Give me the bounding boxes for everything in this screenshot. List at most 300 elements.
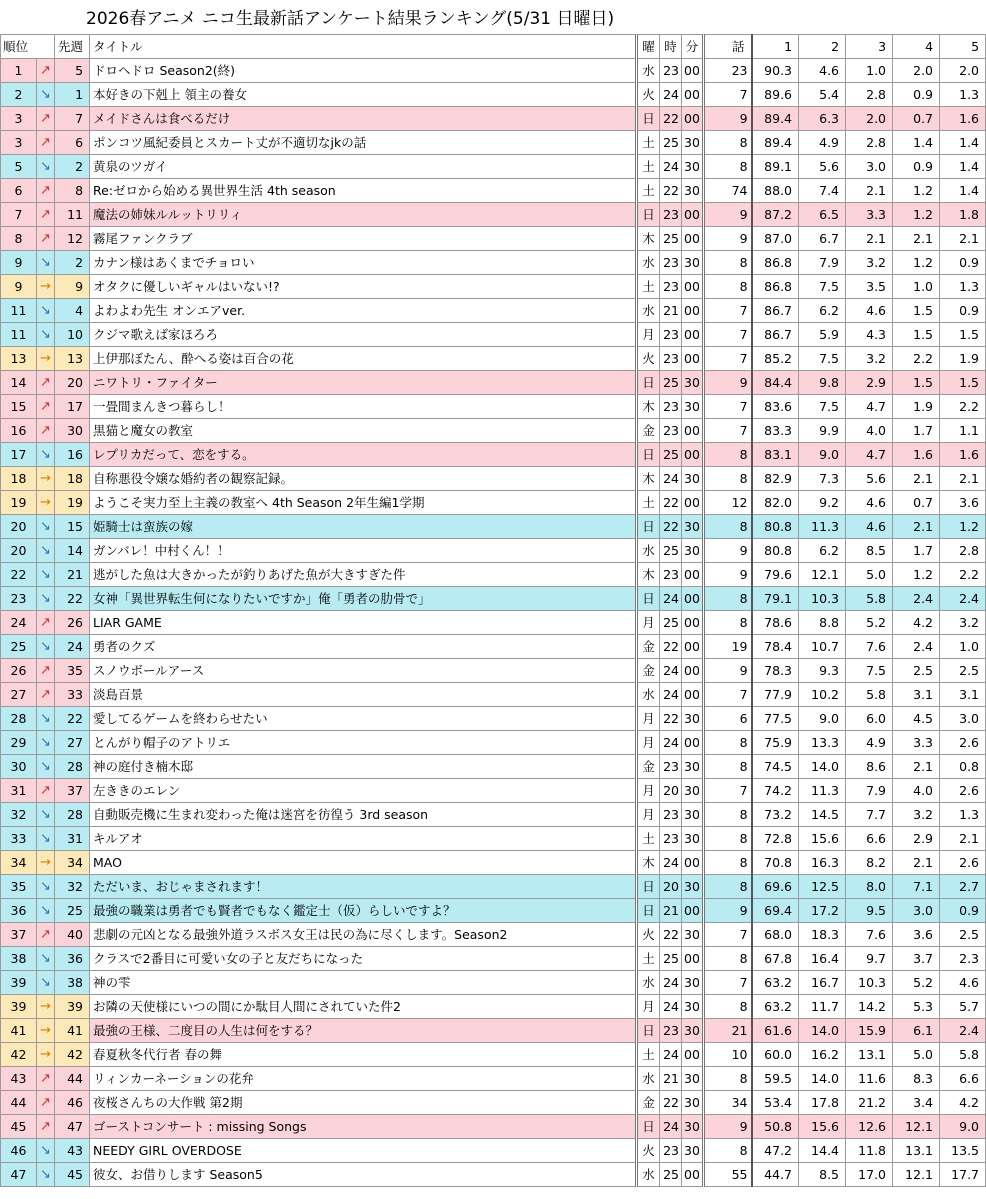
hour-cell: 21 [660,899,682,923]
weekday-cell: 金 [637,419,660,443]
score-5-cell: 1.6 [940,107,986,131]
score-2-cell: 10.3 [799,587,846,611]
table-row [1,347,986,371]
weekday-cell: 日 [637,1019,660,1043]
score-2-cell: 5.9 [799,323,846,347]
minute-cell: 00 [682,851,704,875]
minute-cell: 30 [682,131,704,155]
hour-cell: 24 [660,587,682,611]
score-5-cell: 1.5 [940,371,986,395]
rank-cell: 13 [1,347,37,371]
score-1-cell: 74.2 [752,779,799,803]
score-5-cell: 1.3 [940,803,986,827]
table-row [1,1019,986,1043]
score-1-cell: 87.0 [752,227,799,251]
score-5-cell: 1.5 [940,323,986,347]
minute-cell: 30 [682,971,704,995]
weekday-cell: 月 [637,707,660,731]
minute-cell: 00 [682,299,704,323]
title-cell: レプリカだって、恋をする。 [90,443,637,467]
prev-rank-cell: 44 [55,1067,90,1091]
table-row [1,563,986,587]
score-4-cell: 0.9 [893,155,940,179]
rank-cell: 28 [1,707,37,731]
title-cell: 姫騎士は蛮族の嫁 [90,515,637,539]
table-row [1,731,986,755]
title-cell: 勇者のクズ [90,635,637,659]
minute-cell: 00 [682,443,704,467]
score-5-cell: 1.3 [940,275,986,299]
rank-cell: 26 [1,659,37,683]
rank-cell: 36 [1,899,37,923]
score-3-cell: 11.8 [846,1139,893,1163]
hour-cell: 25 [660,539,682,563]
prev-rank-cell: 10 [55,323,90,347]
rank-cell: 19 [1,491,37,515]
score-2-cell: 14.0 [799,1019,846,1043]
trend-arrow-icon: ↘ [37,299,55,323]
rank-cell: 1 [1,59,37,83]
score-2-cell: 12.5 [799,875,846,899]
score-4-cell: 2.9 [893,827,940,851]
score-4-cell: 13.1 [893,1139,940,1163]
title-cell: 悲劇の元凶となる最強外道ラスボス女王は民の為に尽くします。Season2 [90,923,637,947]
rank-cell: 17 [1,443,37,467]
title-cell: 黄泉のツガイ [90,155,637,179]
score-1-cell: 79.6 [752,563,799,587]
hour-cell: 23 [660,1019,682,1043]
trend-arrow-icon: ↘ [37,635,55,659]
score-1-cell: 44.7 [752,1163,799,1187]
score-5-cell: 2.1 [940,827,986,851]
score-1-cell: 47.2 [752,1139,799,1163]
score-5-cell: 0.8 [940,755,986,779]
rank-cell: 30 [1,755,37,779]
episode-cell: 8 [704,755,752,779]
score-2-cell: 6.2 [799,539,846,563]
header-score-5: 5 [940,35,986,59]
score-2-cell: 14.0 [799,755,846,779]
table-row [1,1163,986,1187]
title-cell: 最強の職業は勇者でも賢者でもなく鑑定士（仮）らしいですよ？ [90,899,637,923]
weekday-cell: 日 [637,899,660,923]
score-4-cell: 2.4 [893,635,940,659]
score-1-cell: 82.9 [752,467,799,491]
rank-cell: 39 [1,971,37,995]
score-2-cell: 13.3 [799,731,846,755]
title-cell: オタクに優しいギャルはいない!? [90,275,637,299]
minute-cell: 30 [682,1067,704,1091]
episode-cell: 7 [704,395,752,419]
episode-cell: 7 [704,323,752,347]
title-cell: メイドさんは食べるだけ [90,107,637,131]
score-1-cell: 78.3 [752,659,799,683]
prev-rank-cell: 35 [55,659,90,683]
episode-cell: 10 [704,1043,752,1067]
score-3-cell: 4.3 [846,323,893,347]
title-cell: LIAR GAME [90,611,637,635]
trend-arrow-icon: ↗ [37,683,55,707]
prev-rank-cell: 7 [55,107,90,131]
table-row [1,755,986,779]
score-3-cell: 4.0 [846,419,893,443]
score-1-cell: 83.1 [752,443,799,467]
episode-cell: 9 [704,203,752,227]
weekday-cell: 木 [637,851,660,875]
minute-cell: 30 [682,875,704,899]
title-cell: お隣の天使様にいつの間にか駄目人間にされていた件2 [90,995,637,1019]
table-row [1,515,986,539]
score-2-cell: 8.8 [799,611,846,635]
table-row [1,827,986,851]
rank-cell: 25 [1,635,37,659]
title-cell: 上伊那ぼたん、酔へる姿は百合の花 [90,347,637,371]
minute-cell: 30 [682,803,704,827]
score-4-cell: 0.9 [893,83,940,107]
score-3-cell: 5.6 [846,467,893,491]
score-4-cell: 4.5 [893,707,940,731]
episode-cell: 8 [704,587,752,611]
prev-rank-cell: 27 [55,731,90,755]
title-cell: クジマ歌えば家ほろろ [90,323,637,347]
header-title: タイトル [90,35,637,59]
score-4-cell: 2.1 [893,851,940,875]
weekday-cell: 金 [637,659,660,683]
weekday-cell: 火 [637,1139,660,1163]
rank-cell: 7 [1,203,37,227]
score-3-cell: 2.0 [846,107,893,131]
minute-cell: 00 [682,323,704,347]
prev-rank-cell: 6 [55,131,90,155]
episode-cell: 8 [704,611,752,635]
score-3-cell: 3.2 [846,347,893,371]
score-3-cell: 2.1 [846,227,893,251]
score-3-cell: 6.0 [846,707,893,731]
title-cell: 自称悪役令嬢な婚約者の観察記録。 [90,467,637,491]
weekday-cell: 月 [637,995,660,1019]
score-5-cell: 2.5 [940,923,986,947]
score-1-cell: 85.2 [752,347,799,371]
score-5-cell: 5.8 [940,1043,986,1067]
score-2-cell: 4.9 [799,131,846,155]
rank-cell: 6 [1,179,37,203]
score-1-cell: 83.6 [752,395,799,419]
weekday-cell: 木 [637,467,660,491]
title-cell: 左ききのエレン [90,779,637,803]
prev-rank-cell: 8 [55,179,90,203]
hour-cell: 24 [660,155,682,179]
prev-rank-cell: 37 [55,779,90,803]
prev-rank-cell: 28 [55,755,90,779]
minute-cell: 00 [682,1163,704,1187]
rank-cell: 32 [1,803,37,827]
header-hour: 時 [660,35,682,59]
score-4-cell: 2.0 [893,59,940,83]
rank-cell: 14 [1,371,37,395]
episode-cell: 7 [704,779,752,803]
weekday-cell: 火 [637,83,660,107]
trend-arrow-icon: ↘ [37,731,55,755]
trend-arrow-icon: → [37,1043,55,1067]
weekday-cell: 水 [637,1067,660,1091]
score-3-cell: 7.6 [846,635,893,659]
episode-cell: 6 [704,707,752,731]
title-cell: MAO [90,851,637,875]
score-2-cell: 4.6 [799,59,846,83]
score-2-cell: 9.0 [799,443,846,467]
minute-cell: 00 [682,1043,704,1067]
score-3-cell: 6.6 [846,827,893,851]
score-3-cell: 13.1 [846,1043,893,1067]
rank-cell: 41 [1,1019,37,1043]
hour-cell: 25 [660,227,682,251]
weekday-cell: 水 [637,59,660,83]
episode-cell: 8 [704,827,752,851]
score-3-cell: 4.6 [846,515,893,539]
episode-cell: 34 [704,1091,752,1115]
trend-arrow-icon: ↗ [37,131,55,155]
title-cell: 愛してるゲームを終わらせたい [90,707,637,731]
score-2-cell: 17.2 [799,899,846,923]
hour-cell: 23 [660,251,682,275]
score-5-cell: 2.0 [940,59,986,83]
episode-cell: 8 [704,875,752,899]
episode-cell: 9 [704,107,752,131]
score-3-cell: 2.8 [846,83,893,107]
weekday-cell: 水 [637,971,660,995]
trend-arrow-icon: ↘ [37,827,55,851]
score-1-cell: 74.5 [752,755,799,779]
title-cell: 霧尾ファンクラブ [90,227,637,251]
score-4-cell: 0.7 [893,491,940,515]
weekday-cell: 日 [637,443,660,467]
score-1-cell: 82.0 [752,491,799,515]
hour-cell: 22 [660,179,682,203]
episode-cell: 7 [704,923,752,947]
score-1-cell: 60.0 [752,1043,799,1067]
title-cell: よわよわ先生 オンエアver. [90,299,637,323]
score-5-cell: 2.3 [940,947,986,971]
score-1-cell: 86.7 [752,299,799,323]
title-cell: 夜桜さんちの大作戦 第2期 [90,1091,637,1115]
score-5-cell: 6.6 [940,1067,986,1091]
prev-rank-cell: 30 [55,419,90,443]
minute-cell: 30 [682,539,704,563]
trend-arrow-icon: ↘ [37,563,55,587]
score-2-cell: 5.4 [799,83,846,107]
minute-cell: 30 [682,995,704,1019]
score-5-cell: 2.1 [940,227,986,251]
score-4-cell: 3.2 [893,803,940,827]
score-5-cell: 2.5 [940,659,986,683]
prev-rank-cell: 32 [55,875,90,899]
weekday-cell: 土 [637,131,660,155]
score-2-cell: 7.5 [799,275,846,299]
trend-arrow-icon: → [37,275,55,299]
title-cell: 淡島百景 [90,683,637,707]
score-1-cell: 84.4 [752,371,799,395]
score-4-cell: 1.2 [893,179,940,203]
prev-rank-cell: 46 [55,1091,90,1115]
score-4-cell: 1.2 [893,251,940,275]
score-4-cell: 1.9 [893,395,940,419]
minute-cell: 30 [682,827,704,851]
trend-arrow-icon: ↘ [37,803,55,827]
hour-cell: 23 [660,203,682,227]
weekday-cell: 日 [637,515,660,539]
episode-cell: 74 [704,179,752,203]
table-row [1,659,986,683]
score-5-cell: 2.7 [940,875,986,899]
score-5-cell: 4.6 [940,971,986,995]
prev-rank-cell: 12 [55,227,90,251]
score-2-cell: 11.3 [799,515,846,539]
weekday-cell: 日 [637,1115,660,1139]
score-3-cell: 5.8 [846,683,893,707]
episode-cell: 8 [704,851,752,875]
trend-arrow-icon: ↗ [37,227,55,251]
score-2-cell: 12.1 [799,563,846,587]
rank-cell: 16 [1,419,37,443]
score-3-cell: 8.6 [846,755,893,779]
trend-arrow-icon: ↗ [37,203,55,227]
score-4-cell: 2.1 [893,467,940,491]
rank-cell: 47 [1,1163,37,1187]
rank-cell: 35 [1,875,37,899]
trend-arrow-icon: ↗ [37,659,55,683]
score-2-cell: 9.3 [799,659,846,683]
minute-cell: 00 [682,899,704,923]
table-row [1,131,986,155]
score-1-cell: 78.4 [752,635,799,659]
minute-cell: 00 [682,731,704,755]
title-cell: 魔法の姉妹ルルットリリィ [90,203,637,227]
weekday-cell: 月 [637,323,660,347]
trend-arrow-icon: ↘ [37,251,55,275]
weekday-cell: 土 [637,1043,660,1067]
minute-cell: 00 [682,59,704,83]
title-cell: ニワトリ・ファイター [90,371,637,395]
score-3-cell: 7.6 [846,923,893,947]
score-3-cell: 4.7 [846,443,893,467]
score-5-cell: 3.2 [940,611,986,635]
prev-rank-cell: 47 [55,1115,90,1139]
trend-arrow-icon: → [37,347,55,371]
score-4-cell: 3.0 [893,899,940,923]
score-2-cell: 10.2 [799,683,846,707]
trend-arrow-icon: ↗ [37,395,55,419]
score-2-cell: 7.3 [799,467,846,491]
score-1-cell: 89.6 [752,83,799,107]
prev-rank-cell: 2 [55,155,90,179]
score-1-cell: 68.0 [752,923,799,947]
table-row [1,299,986,323]
hour-cell: 23 [660,419,682,443]
episode-cell: 7 [704,683,752,707]
prev-rank-cell: 1 [55,83,90,107]
score-1-cell: 72.8 [752,827,799,851]
table-row [1,419,986,443]
weekday-cell: 日 [637,875,660,899]
score-1-cell: 80.8 [752,539,799,563]
header-score-1: 1 [752,35,799,59]
title-cell: 本好きの下剋上 領主の養女 [90,83,637,107]
prev-rank-cell: 25 [55,899,90,923]
rank-cell: 39 [1,995,37,1019]
table-row [1,947,986,971]
score-1-cell: 86.8 [752,275,799,299]
score-2-cell: 6.5 [799,203,846,227]
rank-cell: 37 [1,923,37,947]
prev-rank-cell: 4 [55,299,90,323]
rank-cell: 45 [1,1115,37,1139]
score-3-cell: 9.5 [846,899,893,923]
prev-rank-cell: 45 [55,1163,90,1187]
episode-cell: 8 [704,1139,752,1163]
score-3-cell: 5.8 [846,587,893,611]
episode-cell: 7 [704,83,752,107]
hour-cell: 22 [660,515,682,539]
score-2-cell: 9.2 [799,491,846,515]
score-3-cell: 17.0 [846,1163,893,1187]
minute-cell: 30 [682,1115,704,1139]
score-2-cell: 16.2 [799,1043,846,1067]
score-1-cell: 78.6 [752,611,799,635]
score-5-cell: 2.6 [940,779,986,803]
score-4-cell: 5.2 [893,971,940,995]
title-cell: クラスで2番目に可愛い女の子と友だちになった [90,947,637,971]
prev-rank-cell: 33 [55,683,90,707]
score-3-cell: 5.0 [846,563,893,587]
prev-rank-cell: 39 [55,995,90,1019]
trend-arrow-icon: ↗ [37,59,55,83]
rank-cell: 15 [1,395,37,419]
minute-cell: 30 [682,707,704,731]
score-4-cell: 12.1 [893,1115,940,1139]
trend-arrow-icon: ↘ [37,755,55,779]
score-2-cell: 16.7 [799,971,846,995]
score-2-cell: 11.3 [799,779,846,803]
score-5-cell: 13.5 [940,1139,986,1163]
minute-cell: 30 [682,755,704,779]
hour-cell: 25 [660,371,682,395]
rank-cell: 31 [1,779,37,803]
score-5-cell: 1.3 [940,83,986,107]
minute-cell: 30 [682,251,704,275]
minute-cell: 00 [682,659,704,683]
score-1-cell: 69.6 [752,875,799,899]
score-3-cell: 12.6 [846,1115,893,1139]
minute-cell: 00 [682,563,704,587]
hour-cell: 23 [660,755,682,779]
weekday-cell: 水 [637,683,660,707]
hour-cell: 24 [660,995,682,1019]
minute-cell: 00 [682,275,704,299]
minute-cell: 30 [682,515,704,539]
score-4-cell: 2.1 [893,515,940,539]
rank-cell: 38 [1,947,37,971]
episode-cell: 23 [704,59,752,83]
score-4-cell: 6.1 [893,1019,940,1043]
score-4-cell: 1.7 [893,419,940,443]
minute-cell: 00 [682,419,704,443]
trend-arrow-icon: ↘ [37,947,55,971]
weekday-cell: 月 [637,779,660,803]
prev-rank-cell: 41 [55,1019,90,1043]
score-1-cell: 87.2 [752,203,799,227]
hour-cell: 25 [660,611,682,635]
weekday-cell: 月 [637,803,660,827]
